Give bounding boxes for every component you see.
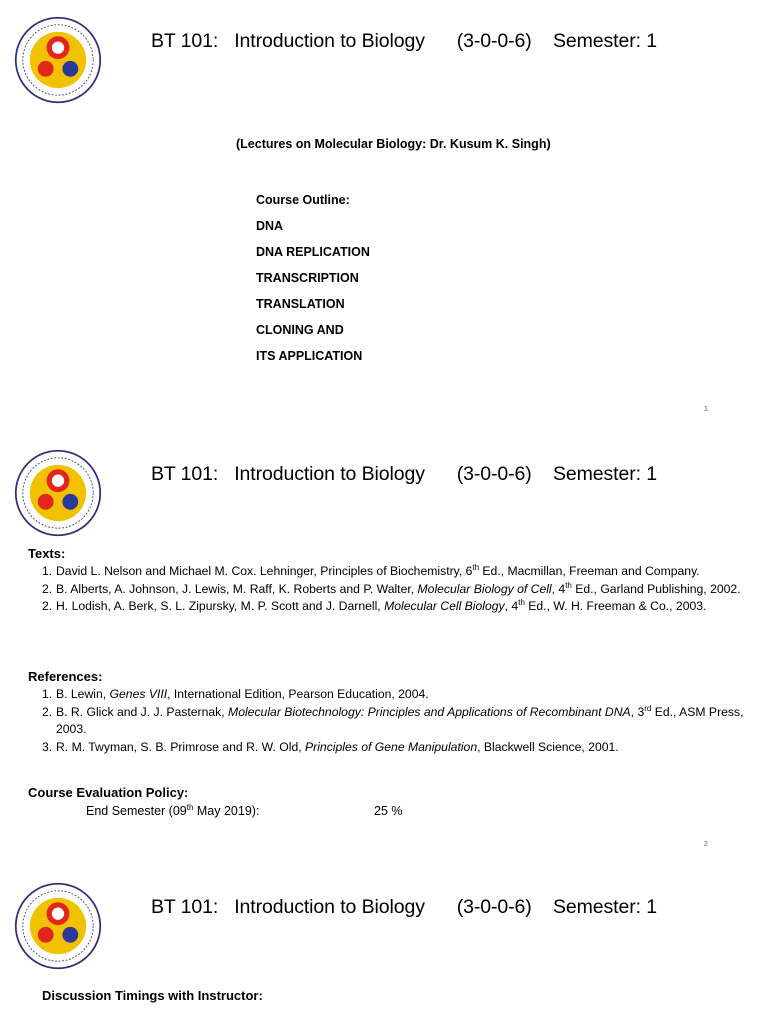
slide-1	[0, 0, 768, 433]
item-sup: rd	[644, 703, 652, 713]
item-text: , International Edition, Pearson Education, 2004.	[167, 687, 429, 701]
item-title: Principles of Gene Manipulation	[305, 739, 478, 754]
iitg-logo-icon	[14, 16, 102, 104]
iitg-logo-icon	[14, 449, 102, 537]
list-item	[28, 704, 758, 739]
item-text: R. M. Twyman, S. B. Primrose and R. W. Old,	[56, 739, 306, 754]
outline-item: TRANSCRIPTION	[256, 271, 359, 285]
slide-2	[0, 433, 768, 866]
item-text: H. Lodish, A. Berk, S. L. Zipursky, M. P. Scott and J. Darnell,	[56, 599, 385, 613]
item-text: , 4	[504, 599, 519, 613]
evaluation-sup: th	[186, 802, 194, 812]
item-title: Molecular Biotechnology: Principles and Applications of Recombinant DNA	[228, 704, 631, 719]
list-item	[28, 739, 758, 757]
texts-list	[28, 563, 758, 616]
outline-item: TRANSLATION	[256, 297, 345, 311]
page-number: 2	[704, 841, 708, 848]
outline-item: CLONING AND	[256, 323, 344, 337]
list-item	[28, 581, 758, 599]
discussion-heading: Discussion Timings with Instructor:	[42, 988, 263, 1003]
item-text: Ed., W. H. Freeman & Co., 2003.	[524, 599, 707, 613]
header-title: BT 101: Introduction to Biology (3-0-0-6) Semester: 1	[151, 30, 657, 52]
item-sup: th	[472, 562, 480, 572]
course-outline	[256, 192, 370, 374]
item-text: B. Lewin,	[56, 687, 110, 701]
item-text: , 3	[630, 704, 645, 719]
header-title: BT 101: Introduction to Biology (3-0-0-6) Semester: 1	[151, 463, 657, 485]
item-sup: th	[518, 597, 525, 607]
evaluation-row	[86, 804, 259, 818]
iitg-logo-icon	[14, 882, 102, 970]
references-list	[28, 686, 758, 756]
item-text: Ed., Garland Publishing, 2002.	[571, 581, 741, 596]
item-number: 2.	[42, 704, 53, 719]
slide-3	[0, 866, 768, 1024]
item-number: 3.	[42, 739, 53, 754]
item-text: , 4	[551, 581, 566, 596]
item-title: Molecular Cell Biology	[384, 599, 505, 613]
list-item	[28, 598, 758, 616]
item-text: Ed., ASM Press, 2003.	[56, 704, 744, 736]
outline-heading: Course Outline:	[256, 193, 350, 207]
item-number: 2.	[42, 599, 53, 613]
page-number: 1	[704, 406, 708, 413]
evaluation-heading: Course Evaluation Policy:	[28, 785, 189, 800]
evaluation-label: May 2019):	[193, 804, 260, 818]
list-item	[28, 563, 758, 581]
texts-heading: Texts:	[28, 546, 66, 561]
header-title: BT 101: Introduction to Biology (3-0-0-6) Semester: 1	[151, 896, 657, 918]
item-text: B. Alberts, A. Johnson, J. Lewis, M. Raff, K. Roberts and P. Walter,	[56, 581, 418, 596]
outline-item: ITS APPLICATION	[256, 349, 363, 363]
item-text: , Blackwell Science, 2001.	[477, 739, 619, 754]
evaluation-label: End Semester (09	[86, 804, 187, 818]
item-number: 1.	[42, 564, 53, 578]
item-sup: th	[565, 580, 572, 590]
lecture-subtitle: (Lectures on Molecular Biology: Dr. Kusum K. Singh)	[236, 137, 551, 151]
item-text: Ed., Macmillan, Freeman and Company.	[479, 564, 700, 578]
item-number: 2.	[42, 581, 53, 596]
list-item	[28, 686, 758, 704]
outline-item: DNA REPLICATION	[256, 245, 370, 259]
item-title: Genes VIII	[109, 687, 168, 701]
evaluation-value: 25 %	[374, 804, 403, 818]
references-heading: References:	[28, 669, 103, 684]
item-text: B. R. Glick and J. J. Pasternak,	[56, 704, 229, 719]
item-number: 1.	[42, 687, 53, 701]
outline-item: DNA	[256, 219, 284, 233]
item-text: David L. Nelson and Michael M. Cox. Lehninger, Principles of Biochemistry, 6	[56, 564, 473, 578]
item-title: Molecular Biology of Cell	[417, 581, 552, 596]
